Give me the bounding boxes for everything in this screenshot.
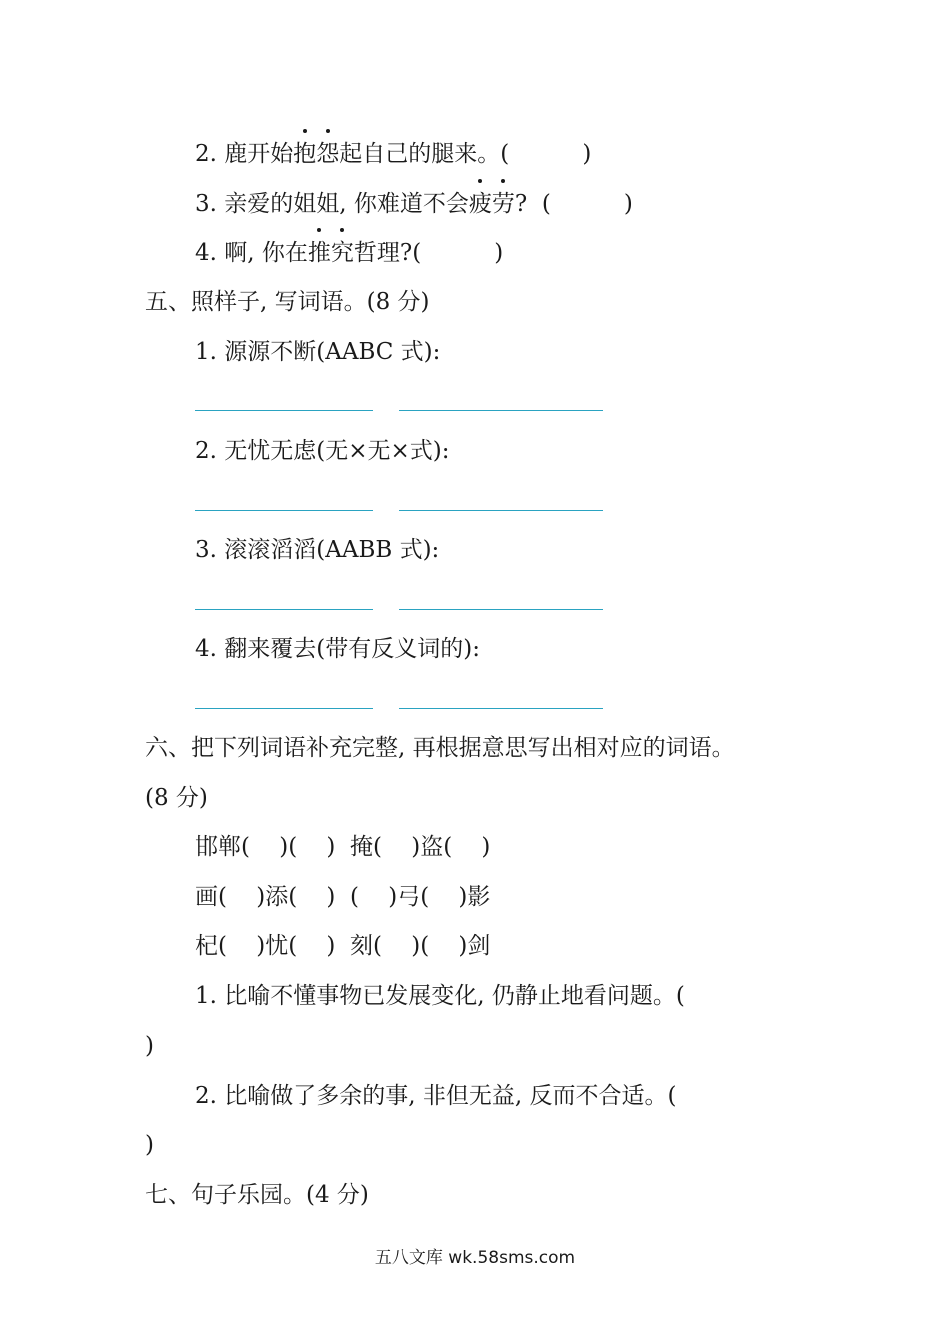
emphasis-dot-char: 推: [307, 240, 331, 266]
answer-blank[interactable]: [399, 708, 603, 709]
q6-idiom-row-2: 画( )添( ) ( )弓( )影: [195, 884, 491, 910]
q5-title: 五、照样子, 写词语。(8 分): [145, 289, 430, 315]
q5-item-1: 1. 源源不断(AABC 式):: [195, 339, 441, 365]
answer-blank[interactable]: [195, 510, 373, 511]
q6-item-1: 1. 比喻不懂事物已发展变化, 仍静止地看问题。(: [195, 983, 685, 1009]
emphasis-dot-char: 怨: [316, 141, 340, 167]
q6-item-2-close: ): [145, 1132, 154, 1158]
q4-item-3: 3. 亲爱的姐姐, 你难道不会疲劳? ( ): [195, 191, 633, 217]
q7-title: 七、句子乐园。(4 分): [145, 1182, 369, 1208]
page-footer: 五八文库 wk.58sms.com: [374, 1248, 576, 1268]
answer-blank[interactable]: [195, 708, 373, 709]
q5-item-3: 3. 滚滚滔滔(AABB 式):: [195, 537, 440, 563]
emphasis-dot-char: 疲: [468, 191, 492, 217]
answer-blank[interactable]: [399, 410, 603, 411]
q6-title-cont: (8 分): [145, 785, 208, 811]
answer-blank[interactable]: [399, 609, 603, 610]
answer-blank[interactable]: [195, 410, 373, 411]
answer-blank[interactable]: [195, 609, 373, 610]
q5-item-4: 4. 翻来覆去(带有反义词的):: [195, 636, 480, 662]
q4-item-4: 4. 啊, 你在推究哲理?( ): [195, 240, 504, 266]
q5-item-2: 2. 无忧无虑(无×无×式):: [195, 438, 450, 464]
q6-title: 六、把下列词语补充完整, 再根据意思写出相对应的词语。: [145, 735, 735, 761]
emphasis-dot-char: 抱: [293, 141, 317, 167]
q6-idiom-row-3: 杞( )忧( ) 刻( )( )剑: [195, 933, 491, 959]
q6-idiom-row-1: 邯郸( )( ) 掩( )盗( ): [195, 834, 491, 860]
q4-item-2: 2. 鹿开始抱怨起自己的腿来。( ): [195, 141, 592, 167]
answer-blank[interactable]: [399, 510, 603, 511]
emphasis-dot-char: 究: [330, 240, 354, 266]
emphasis-dot-char: 劳: [491, 191, 515, 217]
q6-item-2: 2. 比喻做了多余的事, 非但无益, 反而不合适。(: [195, 1083, 677, 1109]
q6-item-1-close: ): [145, 1033, 154, 1059]
